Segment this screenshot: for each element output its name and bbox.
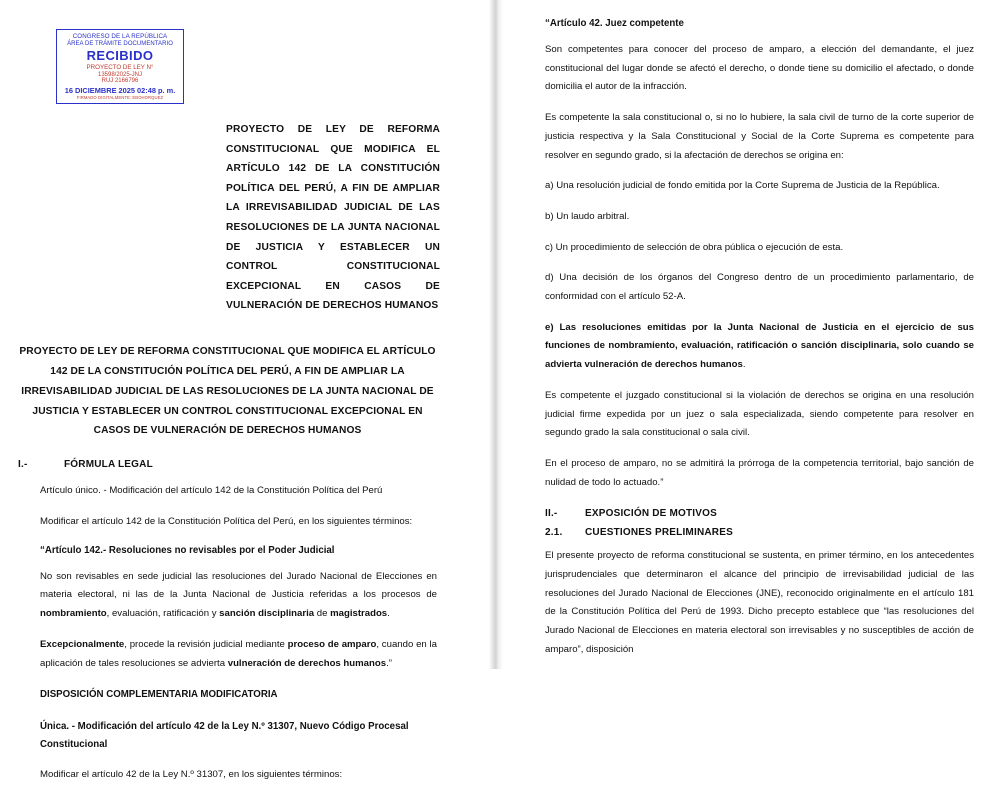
section-exposicion-de-motivos xyxy=(545,508,974,519)
txt-excep-b1: Excepcionalmente xyxy=(40,638,125,650)
section-formula-legal xyxy=(18,459,437,470)
list-item-a: a) Una resolución judicial de fondo emitida por la Corte Suprema de Justicia de la República. xyxy=(545,180,940,192)
paragraph-prorroga: En el proceso de amparo, no se admitirá la prórroga de la competencia territorial, bajo sanción de nulidad de todo lo actuado.” xyxy=(545,457,974,488)
paragraph-excepcionalmente xyxy=(40,636,437,673)
quote-heading-articulo-142: “Artículo 142.- Resoluciones no revisables por el Poder Judicial xyxy=(40,544,335,556)
list-item-e xyxy=(545,319,974,375)
txt-excep-2: , cuando en la aplicación de tales resoluciones se advierta xyxy=(40,638,437,669)
section-21-title: CUESTIONES PRELIMINARES xyxy=(585,527,733,539)
stamp-area: ÁREA DE TRÁMITE DOCUMENTARIO xyxy=(67,40,173,47)
list-item-d: d) Una decisión de los órganos del Congreso dentro de un procedimiento parlamentario, de conformidad con el artículo 52-A. xyxy=(545,272,974,303)
txt-excep-1: , procede la revisión judicial mediante xyxy=(124,638,288,650)
page-gutter-divider xyxy=(489,0,503,669)
txt-nosonrev-3: de xyxy=(314,608,331,620)
section-1-number: I.- xyxy=(18,459,28,471)
stamp-datetime: 16 DICIEMBRE 2025 02:48 p. m. xyxy=(64,86,176,96)
paragraph-es-competente-sala: Es competente la sala constitucional o, si no lo hubiere, la sala civil de turno de la corte superior de justicia respectiva y la Sala Constitucional y Social de la Corte Suprema es competente para resolver en segundo grado, si la afectación de derechos se origina en: xyxy=(545,112,974,161)
bill-title-justified: PROYECTO DE LEY DE REFORMA CONSTITUCIONAL QUE MODIFICA EL ARTÍCULO 142 DE LA CONSTITUCIÓN POLÍTICA DEL PERÚ, A FIN DE AMPLIAR LA IRREVISABILIDAD JUDICIAL DE LAS RESOLUCIONES DE LA JUNTA NACIONAL DE JUSTICIA Y ESTABLECER UN CONTROL CONSTITUCIONAL EXCEPCIONAL EN CASOS DE VULNERACIÓN DE DERECHOS HUMANOS xyxy=(226,124,440,312)
txt-excep-3: .” xyxy=(386,657,392,669)
list-item-b: b) Un laudo arbitral. xyxy=(545,210,630,222)
section-cuestiones-preliminares xyxy=(545,527,974,538)
paragraph-son-competentes: Son competentes para conocer del proceso de amparo, a elección del demandante, el juez constitucional del lugar donde se afectó el derecho, o donde tiene su domicilio el afectado, o donde domicilia el autor de la infracción. xyxy=(545,44,974,93)
txt-item-e-tail: . xyxy=(742,359,746,371)
txt-nosonrev-1: No son revisables en sede judicial las resoluciones del Jurado Nacional de Elecciones en materia electoral, ni las de la Junta Nacional de Justicia referidas a los procesos de xyxy=(40,570,437,601)
paragraph-presente-proyecto: El presente proyecto de reforma constitucional se sustenta, en primer término, en los antecedentes jurisprudenciales que determinaron el alcance del principio de irrevisabilidad judicial de las resoluciones del Jurado Nacional de Elecciones (JNE), reconocido originalmente en el artículo 181 de la Constitución Política del Perú de 1993. Dicho precepto establece que “las resoluciones del Jurado Nacional de Elecciones en materia electoral son irrevisables y no susceptibles de acción de amparo”, disposición xyxy=(545,550,974,655)
section-1-title: FÓRMULA LEGAL xyxy=(64,459,153,471)
stamp-institution: CONGRESO DE LA REPÚBLICA xyxy=(72,33,168,40)
paragraph-juzgado-constitucional: Es competente el juzgado constitucional si la violación de derechos se origina en una resolución judicial firme expedida por un juez o sala especializada, siendo competente para resolver en segundo grado la sala constitucional o sala civil. xyxy=(545,389,974,439)
txt-nosonrev-2: , evaluación, ratificación y xyxy=(106,608,220,620)
section-21-number: 2.1. xyxy=(545,527,563,539)
stamp-ruj: RUJ 2166796 xyxy=(101,78,139,85)
bill-title-centered: PROYECTO DE LEY DE REFORMA CONSTITUCIONAL QUE MODIFICA EL ARTÍCULO 142 DE LA CONSTITUCIÓN POLÍTICA DEL PERÚ, A FIN DE AMPLIAR LA IRREVISABILIDAD JUDICIAL DE LAS RESOLUCIONES DE LA JUNTA NACIONAL DE JUSTICIA Y ESTABLECER UN CONTROL CONSTITUCIONAL EXCEPCIONAL EN CASOS DE VULNERACIÓN DE DERECHOS HUMANOS xyxy=(19,345,436,437)
section-2-number: II.- xyxy=(545,508,558,520)
page-left xyxy=(0,0,489,781)
section-2-title: EXPOSICIÓN DE MOTIVOS xyxy=(585,508,717,520)
txt-nosonrev-b3: magistrados xyxy=(330,608,388,620)
txt-nosonrev-4: . xyxy=(387,608,390,620)
txt-nosonrev-b2: sanción disciplinaria xyxy=(219,608,315,620)
modificar-42-line: Modificar el artículo 42 de la Ley N.º 31307, en los siguientes términos: xyxy=(40,769,343,781)
stamp-bill-label: PROYECTO DE LEY N° xyxy=(86,63,154,71)
list-item-c: c) Un procedimiento de selección de obra pública o ejecución de esta. xyxy=(545,241,844,253)
txt-item-e-bold: e) Las resoluciones emitidas por la Junta Nacional de Justicia en el ejercicio de sus funciones de nombramiento, evaluación, ratificación o sanción disciplinaria, solo cuando se advierta vulneración de derechos humanos xyxy=(545,321,974,371)
heading-disposicion-complementaria: DISPOSICIÓN COMPLEMENTARIA MODIFICATORIA xyxy=(40,689,278,701)
modificar-142-line: Modificar el artículo 142 de la Constitución Política del Perú, en los siguientes términos: xyxy=(40,516,413,527)
stamp-bill-number: 13598/2025-JNJ xyxy=(97,71,143,78)
stamp-signature-note: FIRMADO DIGITALMENTE: EBOHORQUEZ xyxy=(76,95,164,101)
quote-heading-articulo-42: “Artículo 42. Juez competente xyxy=(545,18,684,29)
heading-unica-modificacion: Única. - Modificación del artículo 42 de la Ley N.º 31307, Nuevo Código Procesal Constitucional xyxy=(40,720,409,751)
paragraph-no-son-revisables xyxy=(40,568,437,624)
txt-nosonrev-b1: nombramiento xyxy=(40,608,107,620)
articulo-unico-line: Artículo único. - Modificación del artículo 142 de la Constitución Política del Perú xyxy=(40,485,383,497)
txt-excep-b3: vulneración de derechos humanos xyxy=(227,657,387,669)
txt-excep-b2: proceso de amparo xyxy=(287,638,377,650)
page-right xyxy=(503,0,992,669)
reception-stamp xyxy=(56,29,184,104)
stamp-received-label: RECIBIDO xyxy=(86,48,154,64)
